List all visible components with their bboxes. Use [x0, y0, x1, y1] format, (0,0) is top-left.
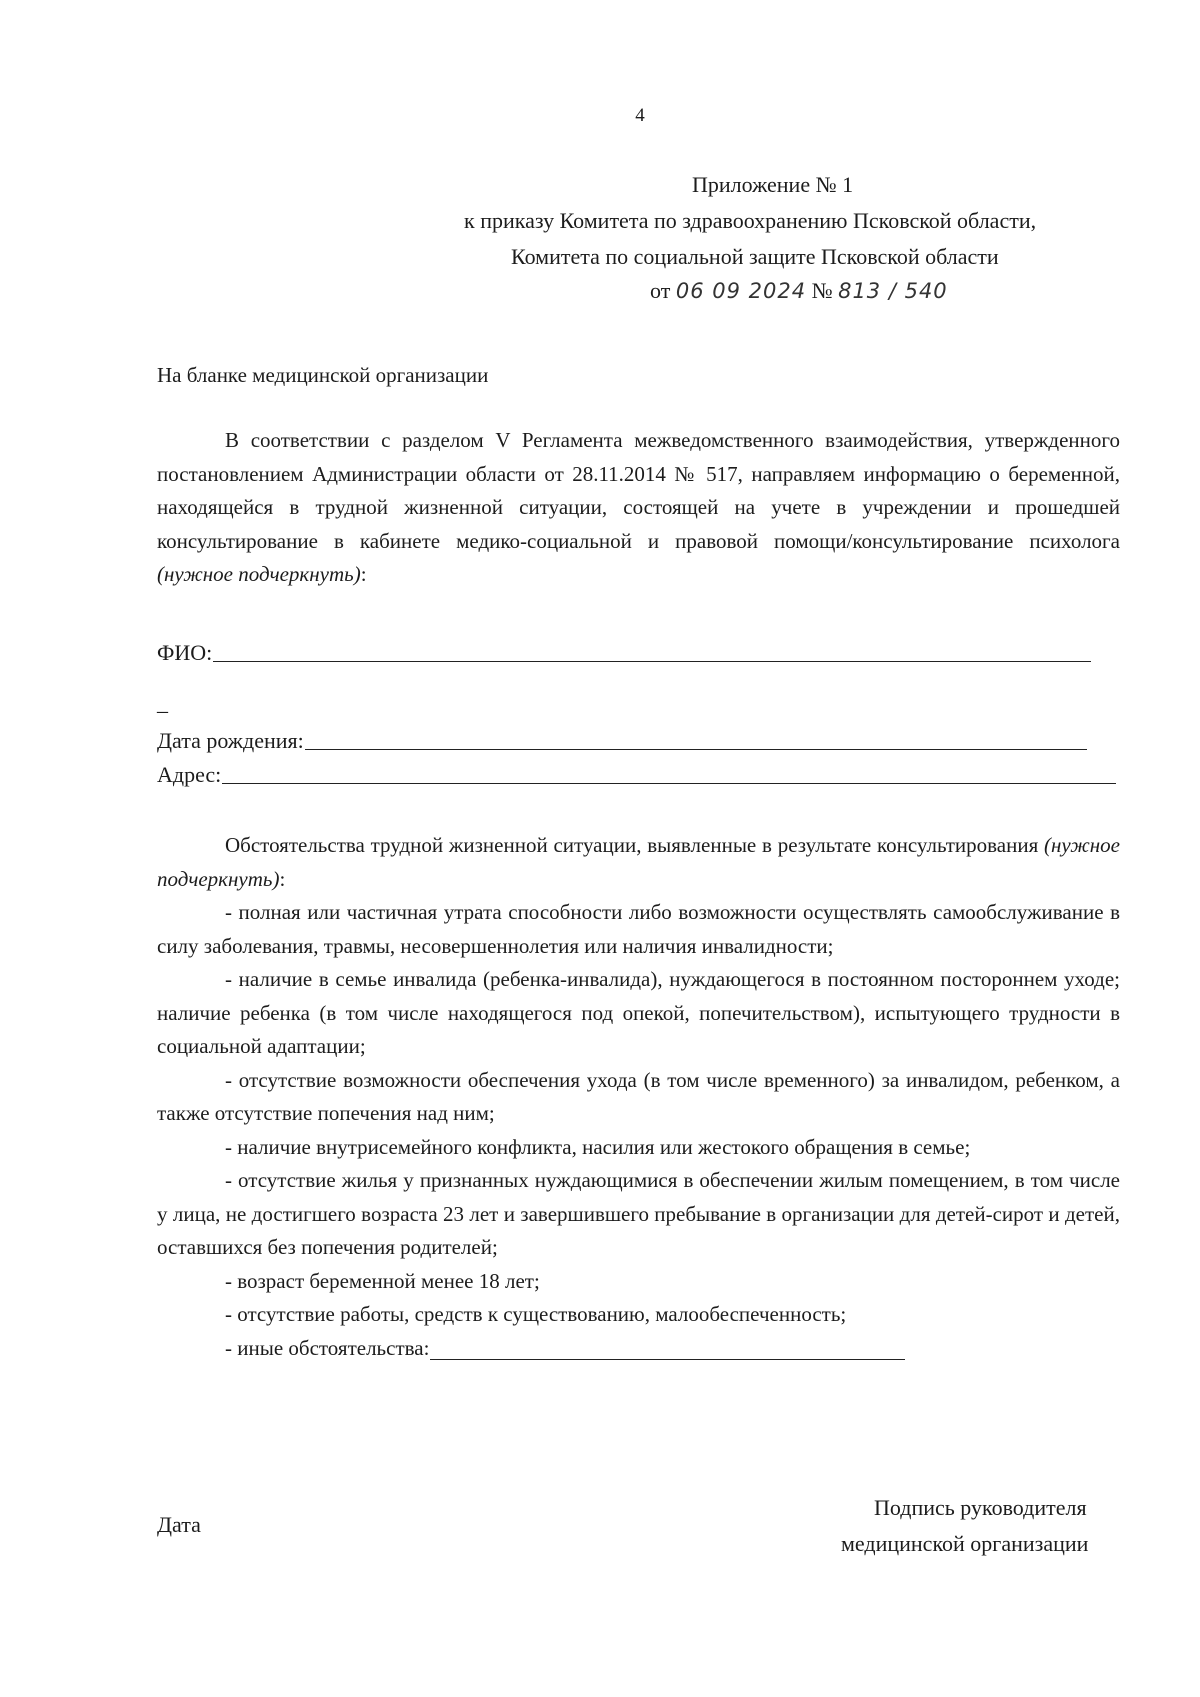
- date-prefix: от: [650, 278, 671, 303]
- list-item: - отсутствие работы, средств к существованию, малообеспеченность;: [225, 1302, 847, 1326]
- birth-date-input-line[interactable]: [305, 748, 1087, 750]
- birth-date-field: [157, 728, 1087, 754]
- intro-paragraph: [157, 424, 1120, 592]
- fio-input-line[interactable]: [213, 660, 1091, 662]
- appendix-date-number-line: [650, 278, 948, 304]
- intro-text: В соответствии с разделом V Регламента межведомственного взаимодействия, утвержденного постановлением Администрации области от 28.11.2014 № 517, направляем информацию о беременной, находящейся в трудной жизненной ситуации, состоящей на учете в учреждении и прошедшей консультирование в кабинете медико-социальной и правовой помощи/консультирование психолога: [157, 428, 1120, 553]
- list-item: - наличие внутрисемейного конфликта, насилия или жестокого обращения в семье;: [225, 1134, 971, 1159]
- list-item: - отсутствие жилья у признанных нуждающимися в обеспечении жилым помещением, в том числе у лица, не достигшего возраста 23 лет и завершившего пребывание в организации для детей-сирот и детей, оставшихся без попечения родителей;: [157, 1168, 1120, 1259]
- circumstances-intro-text: Обстоятельства трудной жизненной ситуации, выявленные в результате консультирования: [225, 833, 1045, 857]
- fio-label: ФИО:: [157, 640, 213, 665]
- circumstances-intro-end: :: [279, 866, 286, 891]
- list-item: - наличие в семье инвалида (ребенка-инвалида), нуждающегося в постоянном постороннем уходе; наличие ребенка (в том числе находящегося под опекой, попечительством), испытующего трудности в социальной адаптации;: [157, 967, 1120, 1058]
- address-input-line[interactable]: [222, 782, 1116, 784]
- appendix-order-line: к приказу Комитета по здравоохранению Псковской области,: [464, 208, 1037, 233]
- address-label: Адрес:: [157, 762, 222, 787]
- other-circumstances-input-line[interactable]: [430, 1358, 905, 1360]
- intro-end: :: [360, 562, 367, 586]
- list-item: - возраст беременной менее 18 лет;: [225, 1268, 540, 1293]
- birth-date-label: Дата рождения:: [157, 728, 304, 753]
- circumstances-intro: [157, 829, 1120, 896]
- other-circumstances-label: - иные обстоятельства:: [225, 1335, 430, 1360]
- stray-dash: _: [157, 690, 168, 715]
- intro-note: (нужное подчеркнуть): [157, 562, 361, 586]
- signature-date-label: Дата: [157, 1512, 201, 1537]
- page-number: 4: [635, 105, 645, 126]
- signature-head-line2: медицинской организации: [841, 1531, 1089, 1556]
- address-field: [157, 762, 1116, 788]
- handwritten-date: 06 09 2024: [675, 279, 807, 303]
- fio-field: [157, 640, 1091, 666]
- appendix-committee-line: Комитета по социальной защите Псковской области: [511, 244, 999, 269]
- list-item: - отсутствие возможности обеспечения ухода (в том числе временного) за инвалидом, ребенком, а также отсутствие попечения над ним;: [157, 1067, 1120, 1125]
- other-circumstances-item: [157, 1332, 1120, 1366]
- handwritten-number: 813 / 540: [838, 279, 948, 303]
- circumstances-block: [157, 829, 1120, 1365]
- signature-head-line1: Подпись руководителя: [874, 1495, 1087, 1520]
- appendix-title: Приложение № 1: [692, 172, 854, 197]
- number-sign: №: [811, 278, 833, 303]
- list-item: - полная или частичная утрата способности либо возможности осуществлять самообслуживание в силу заболевания, травмы, несовершеннолетия или наличия инвалидности;: [157, 900, 1120, 958]
- circumstances-intro-note: (нужное подчеркнуть): [157, 833, 1120, 891]
- letterhead-note: На бланке медицинской организации: [157, 363, 489, 387]
